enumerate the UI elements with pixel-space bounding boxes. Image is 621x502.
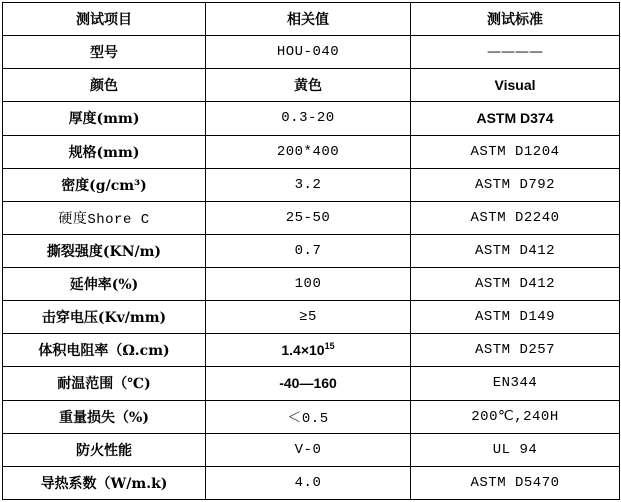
- value-exponent: 15: [324, 341, 335, 352]
- table-row: [3, 367, 620, 400]
- row-standard: ASTM D149: [411, 301, 620, 334]
- table-row: [3, 400, 620, 433]
- row-value: 0.3-20: [206, 102, 411, 135]
- row-standard: ASTM D412: [411, 268, 620, 301]
- row-standard: ASTM D1204: [411, 135, 620, 168]
- row-value: HOU-040: [206, 36, 411, 69]
- row-item: 防火性能: [3, 433, 206, 466]
- table-row: [3, 466, 620, 499]
- header-value: 相关值: [206, 3, 411, 36]
- row-item: 重量损失（%): [3, 400, 206, 433]
- table-row: [3, 201, 620, 234]
- row-value: [206, 334, 411, 367]
- row-item: 硬度Shore C: [3, 201, 206, 234]
- row-standard: ASTM D412: [411, 234, 620, 267]
- row-standard: ASTM D792: [411, 168, 620, 201]
- table-row: [3, 102, 620, 135]
- specification-table: [2, 2, 620, 500]
- row-standard: ASTM D374: [411, 102, 620, 135]
- row-standard: ASTM D2240: [411, 201, 620, 234]
- row-value: 0.7: [206, 234, 411, 267]
- row-item: 体积电阻率（Ω.cm): [3, 334, 206, 367]
- row-standard: EN344: [411, 367, 620, 400]
- table-row: [3, 268, 620, 301]
- row-value: -40—160: [206, 367, 411, 400]
- row-item: 规格(mm): [3, 135, 206, 168]
- row-value: 3.2: [206, 168, 411, 201]
- row-value: 4.0: [206, 466, 411, 499]
- table-row: [3, 36, 620, 69]
- table-row: [3, 135, 620, 168]
- table-row: [3, 301, 620, 334]
- row-item: 型号: [3, 36, 206, 69]
- row-item: 击穿电压(Kv/mm): [3, 301, 206, 334]
- table-row: [3, 334, 620, 367]
- row-value: 200*400: [206, 135, 411, 168]
- row-standard: Visual: [411, 69, 620, 102]
- row-item: 颜色: [3, 69, 206, 102]
- table-row: [3, 433, 620, 466]
- row-item: 厚度(mm): [3, 102, 206, 135]
- row-item: 撕裂强度(KN/m): [3, 234, 206, 267]
- row-standard: ASTM D5470: [411, 466, 620, 499]
- value-base: 1.4×10: [281, 342, 325, 359]
- row-value: 25-50: [206, 201, 411, 234]
- row-item: 耐温范围（℃): [3, 367, 206, 400]
- row-standard: ASTM D257: [411, 334, 620, 367]
- table-row: [3, 234, 620, 267]
- header-test-standard: 测试标准: [411, 3, 620, 36]
- table-row: [3, 69, 620, 102]
- row-value: ≥5: [206, 301, 411, 334]
- row-item: 导热系数（W/m.k): [3, 466, 206, 499]
- row-item: 延伸率(%): [3, 268, 206, 301]
- row-item: 密度(g/cm³): [3, 168, 206, 201]
- header-test-item: 测试项目: [3, 3, 206, 36]
- table-row: [3, 168, 620, 201]
- row-value: 黄色: [206, 69, 411, 102]
- row-value: V-0: [206, 433, 411, 466]
- row-standard: 200℃,240H: [411, 400, 620, 433]
- row-standard: UL 94: [411, 433, 620, 466]
- row-standard: ————: [411, 36, 620, 69]
- row-value: 100: [206, 268, 411, 301]
- row-value: ＜0.5: [206, 400, 411, 433]
- table-header-row: [3, 3, 620, 36]
